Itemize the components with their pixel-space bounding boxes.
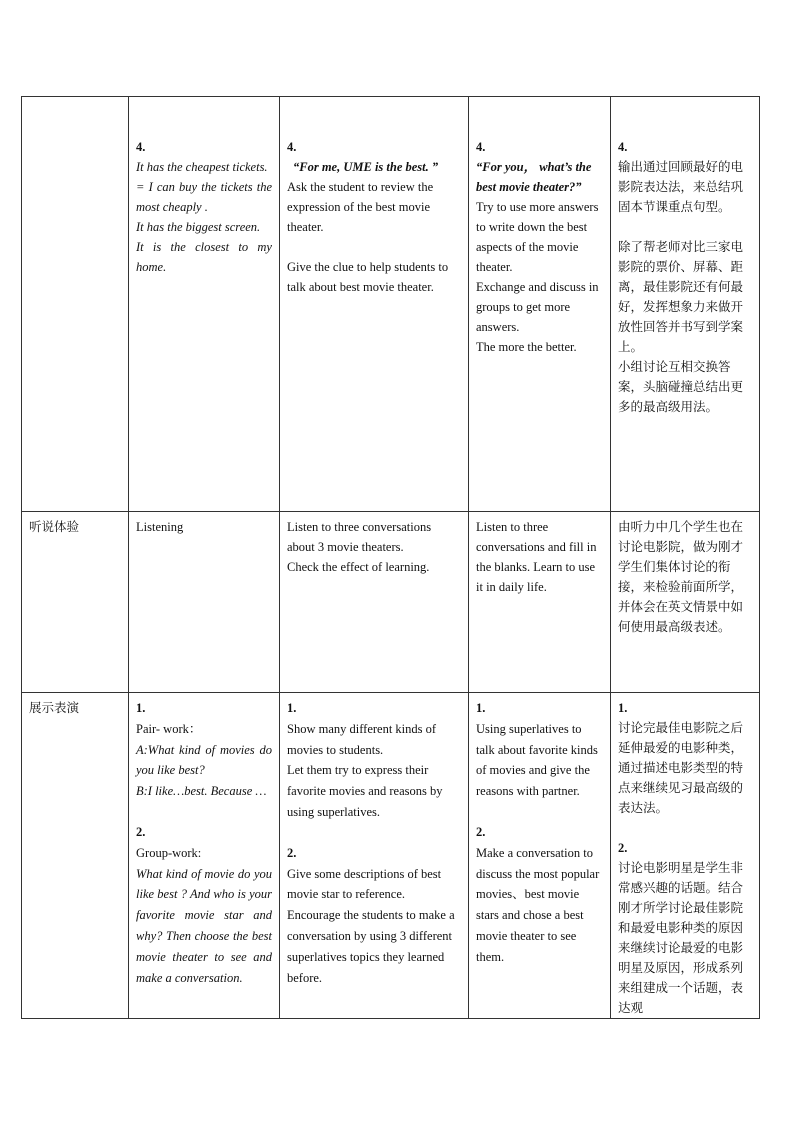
content-title: Pair- work： xyxy=(136,721,202,736)
table-row xyxy=(22,512,760,693)
content-line: It has the biggest screen. xyxy=(136,220,261,234)
content-cell xyxy=(129,693,280,1019)
teacher-text: Ask the student to review the expression of the best movie theater. xyxy=(287,180,434,234)
item-number: 1. xyxy=(618,701,628,715)
lesson-plan-table xyxy=(21,96,760,1019)
student-activity-cell xyxy=(469,693,611,1019)
design-purpose-cell xyxy=(611,97,760,512)
design-purpose-cell: 由听力中几个学生也在讨论电影院，做为刚才学生们集体讨论的衔接，来检验前面所学，并体会在英文情景中如何使用最高级表述。 xyxy=(611,512,760,693)
teacher-quote: “For me, UME is the best. ” xyxy=(293,160,439,174)
table-row xyxy=(22,693,760,1019)
student-text: Using superlatives to talk about favorite kinds of movies and give the reasons with partner. xyxy=(476,721,598,799)
item-number: 4. xyxy=(476,140,486,154)
item-number: 2. xyxy=(136,824,146,839)
student-quote: “For you， what’s the best movie theater?” xyxy=(476,160,592,194)
student-text: Make a conversation to discuss the most popular movies、best movie stars and chose a best movie theater to see them. xyxy=(476,845,600,964)
item-number: 1. xyxy=(136,701,146,715)
teacher-activity-cell xyxy=(280,693,469,1019)
student-text: The more the better. xyxy=(476,340,577,354)
content-line: = I can buy the tickets the most cheaply . xyxy=(136,180,272,214)
content-line: What kind of movie do you like best ? And who is your favorite movie star and why? Then choose the best movie theater to see and make a conversation. xyxy=(136,866,272,985)
content-title: Group-work: xyxy=(136,845,202,860)
teacher-text: Listen to three conversations about 3 movie theaters. xyxy=(287,520,432,554)
stage-cell: 听说体验 xyxy=(22,512,129,693)
table-row xyxy=(22,97,760,512)
content-line: B:I like…best. Because … xyxy=(136,784,267,799)
item-number: 4. xyxy=(618,140,628,154)
purpose-text: 小组讨论互相交换答案，头脑碰撞总结出更多的最高级用法。 xyxy=(618,359,744,414)
content-cell: Listening xyxy=(129,512,280,693)
item-number: 2. xyxy=(287,845,297,860)
content-line: It is the closest to my home. xyxy=(136,240,272,274)
teacher-text: Check the effect of learning. xyxy=(287,560,430,574)
teacher-text: Give some descriptions of best movie star to reference. xyxy=(287,866,442,902)
purpose-text: 除了帮老师对比三家电影院的票价、屏幕、距离，最佳影院还有何最好，发挥想象力来做开放性回答并书写到学案上。 xyxy=(618,239,744,354)
item-number: 4. xyxy=(287,140,297,154)
teacher-text: Encourage the students to make a conversation by using 3 different superlatives topics they learned before. xyxy=(287,908,455,985)
content-line: A:What kind of movies do you like best? xyxy=(136,742,272,778)
teacher-activity-cell xyxy=(280,512,469,693)
purpose-text: 输出通过回顾最好的电影院表达法，来总结巩固本节课重点句型。 xyxy=(618,159,744,214)
student-activity-cell: Listen to three conversations and fill in the blanks. Learn to use it in daily life. xyxy=(469,512,611,693)
design-purpose-cell xyxy=(611,693,760,1019)
item-number: 4. xyxy=(136,140,146,154)
item-number: 1. xyxy=(287,701,297,715)
teacher-activity-cell xyxy=(280,97,469,512)
purpose-text: 讨论完最佳电影院之后延伸最爱的电影种类，通过描述电影类型的特点来继续见习最高级的表达法。 xyxy=(618,720,744,815)
teacher-text: Show many different kinds of movies to students. xyxy=(287,721,437,757)
content-cell xyxy=(129,97,280,512)
purpose-text: 讨论电影明星是学生非常感兴趣的话题。结合刚才所学讨论最佳影院和最爱电影种类的原因来继续讨论最爱的电影明星及原因，形成系列来组建成一个话题，表达观 xyxy=(618,860,744,1015)
item-number: 1. xyxy=(476,701,486,715)
teacher-text: Let them try to express their favorite movies and reasons by using superlatives. xyxy=(287,763,443,819)
teacher-text: Give the clue to help students to talk about best movie theater. xyxy=(287,260,449,294)
student-text: Exchange and discuss in groups to get more answers. xyxy=(476,280,599,334)
item-number: 2. xyxy=(476,824,486,839)
item-number: 2. xyxy=(618,841,628,855)
student-activity-cell xyxy=(469,97,611,512)
stage-cell: 展示表演 xyxy=(22,693,129,1019)
stage-cell xyxy=(22,97,129,512)
content-line: It has the cheapest tickets. xyxy=(136,160,268,174)
student-text: Try to use more answers to write down the best aspects of the movie theater. xyxy=(476,200,599,274)
